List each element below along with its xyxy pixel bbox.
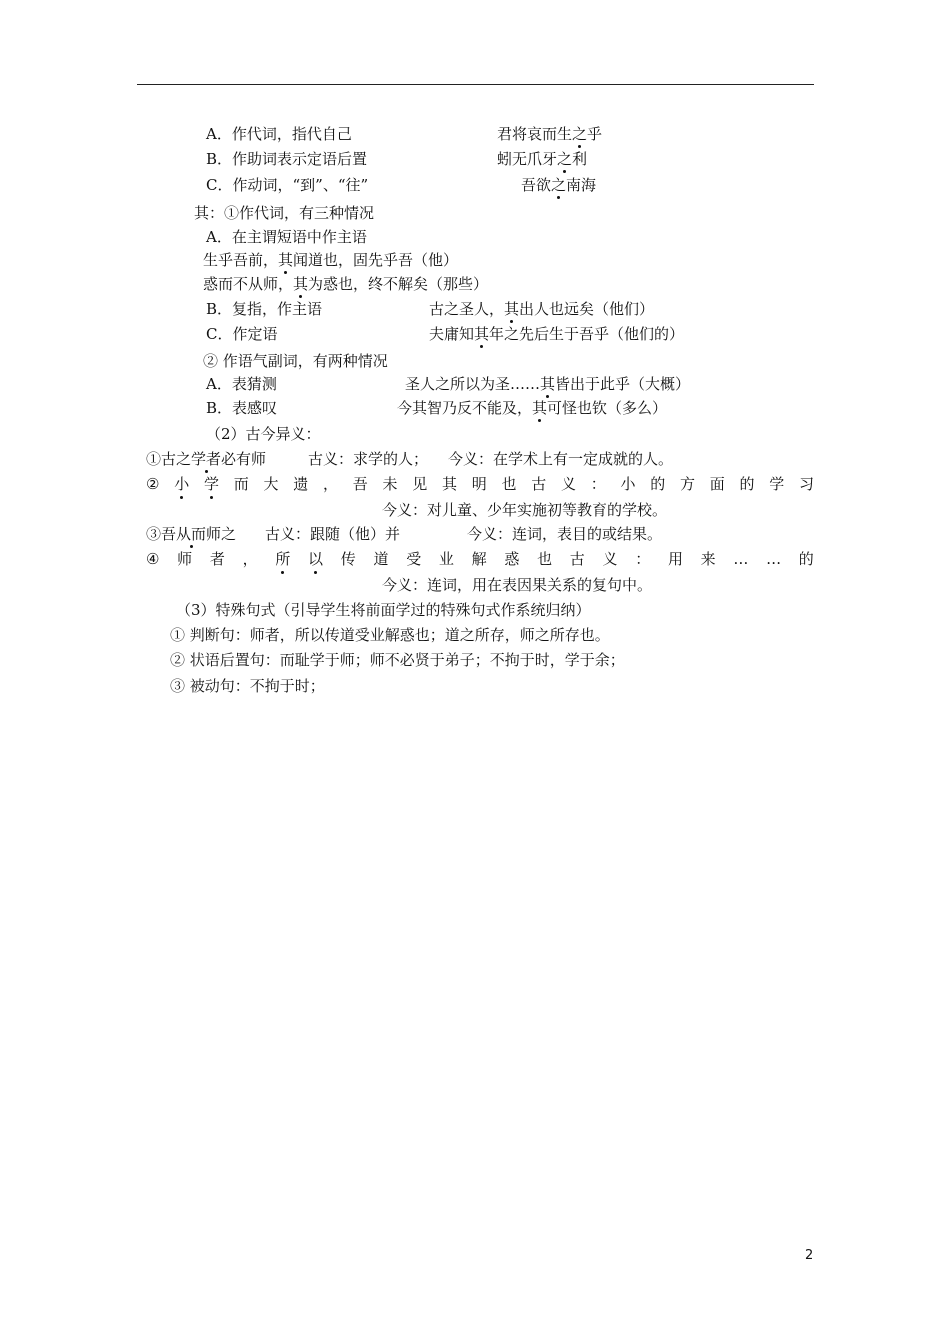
qi-a-label: A．在主谓短语中作主语 <box>206 228 367 246</box>
qi-mood-a-label: A．表猜测 <box>206 375 277 393</box>
gujin-item-2-char: 小 <box>174 475 190 493</box>
qi-b-example: 古之圣人，其出人也远矣（他们） <box>429 300 655 318</box>
gujin-item-4-char: 道 <box>373 550 389 568</box>
qi-a-example-2: 惑而不从师，其为惑也，终不解矣（那些） <box>203 275 489 293</box>
special-item-judgment: ① 判断句：师者，所以传道受业解惑也；道之所存，师之所存也。 <box>170 626 610 644</box>
gujin-item-2-char: 遗 <box>293 475 309 493</box>
gujin-item-2-char: 其 <box>441 475 457 493</box>
zhi-c-example: 吾欲之南海 <box>521 176 597 194</box>
gujin-item-4-char: 惑 <box>504 550 520 568</box>
gujin-item-2-char: ： <box>590 475 606 493</box>
gujin-item-1-old: 古义：求学的人； <box>308 450 429 468</box>
gujin-item-2-char: 未 <box>382 475 398 493</box>
special-heading: （3）特殊句式（引导学生将前面学过的特殊句式作系统归纳） <box>176 601 591 619</box>
qi-mood-a-example: 圣人之所以为圣……其皆出于此乎（大概） <box>405 375 691 393</box>
gujin-item-2-char: 古 <box>531 475 547 493</box>
gujin-item-4-char: 来 <box>700 550 716 568</box>
qi-heading: 其：①作代词，有三种情况 <box>194 204 375 222</box>
gujin-item-2-char: 的 <box>739 475 755 493</box>
gujin-item-4-char: 解 <box>471 550 487 568</box>
zhi-c-label: C．作动词，“到”、“往” <box>206 176 369 194</box>
gujin-item-2-char: 义 <box>560 475 576 493</box>
gujin-item-2-char: 小 <box>620 475 636 493</box>
gujin-item-4-line <box>146 549 814 569</box>
gujin-item-2-char: ② <box>146 475 160 493</box>
zhi-b-label: B．作助词表示定语后置 <box>206 150 368 168</box>
gujin-item-2-char: 方 <box>679 475 695 493</box>
gujin-item-2-char: 也 <box>501 475 517 493</box>
gujin-item-2-line <box>146 474 814 494</box>
gujin-item-4-new: 今义：连词，用在表因果关系的复句中。 <box>382 576 653 594</box>
qi-mood-b-label: B．表感叹 <box>206 399 278 417</box>
gujin-item-2-char: 习 <box>798 475 814 493</box>
gujin-item-4-char: 古 <box>569 550 585 568</box>
gujin-item-4-char: 的 <box>798 550 814 568</box>
gujin-item-4-char: … <box>733 550 749 568</box>
gujin-item-3-new: 今义：连词，表目的或结果。 <box>467 525 663 543</box>
zhi-b-example: 蚓无爪牙之利 <box>497 150 588 168</box>
special-item-adverbial: ② 状语后置句：而耻学于师；师不必贤于弟子；不拘于时，学于余； <box>170 651 625 669</box>
gujin-item-2-char: 见 <box>412 475 428 493</box>
gujin-item-2-char: 面 <box>709 475 725 493</box>
gujin-item-2-char: 的 <box>650 475 666 493</box>
gujin-item-4-char: 也 <box>537 550 553 568</box>
gujin-item-2-new: 今义：对儿童、少年实施初等教育的学校。 <box>382 501 668 519</box>
gujin-item-1-new: 今义：在学术上有一定成就的人。 <box>448 450 674 468</box>
gujin-item-3-phrase: ③吾从而师之 <box>146 525 237 543</box>
gujin-item-2-char: 学 <box>769 475 785 493</box>
gujin-item-1-phrase: ①古之学者必有师 <box>146 450 267 468</box>
gujin-item-4-char: 师 <box>177 550 193 568</box>
gujin-item-4-char: ④ <box>146 550 160 568</box>
gujin-item-4-char: … <box>766 550 782 568</box>
gujin-item-4-char: 受 <box>406 550 422 568</box>
gujin-item-2-char: 吾 <box>352 475 368 493</box>
gujin-item-3-old: 古义：跟随（他）并 <box>265 525 401 543</box>
page-number: 2 <box>805 1248 814 1263</box>
gujin-item-4-char: 者 <box>209 550 225 568</box>
gujin-item-4-char: ： <box>635 550 651 568</box>
gujin-item-4-char: 以 <box>308 550 324 568</box>
zhi-a-label: A．作代词，指代自己 <box>206 125 352 143</box>
gujin-item-2-char: 大 <box>263 475 279 493</box>
gujin-item-4-char: 义 <box>602 550 618 568</box>
gujin-item-4-char: 传 <box>340 550 356 568</box>
gujin-item-2-char: 明 <box>471 475 487 493</box>
qi-c-example: 夫庸知其年之先后生于吾乎（他们的） <box>429 325 685 343</box>
gujin-item-2-char: 而 <box>233 475 249 493</box>
header-rule <box>137 84 814 85</box>
special-item-passive: ③ 被动句：不拘于时； <box>170 677 325 695</box>
qi-b-label: B．复指，作主语 <box>206 300 323 318</box>
gujin-item-4-char: 所 <box>275 550 291 568</box>
gujin-item-4-char: ， <box>242 550 258 568</box>
gujin-item-4-char: 用 <box>667 550 683 568</box>
zhi-a-example: 君将哀而生之乎 <box>497 125 603 143</box>
gujin-item-2-char: 学 <box>203 475 219 493</box>
gujin-item-2-char: ， <box>322 475 338 493</box>
gujin-heading: （2）古今异义： <box>206 425 321 443</box>
qi-mood-heading: ② 作语气副词，有两种情况 <box>203 352 388 370</box>
qi-mood-b-example: 今其智乃反不能及，其可怪也钦（多么） <box>397 399 668 417</box>
qi-a-example-1: 生乎吾前，其闻道也，固先乎吾（他） <box>203 251 459 269</box>
qi-c-label: C．作定语 <box>206 325 278 343</box>
gujin-item-4-char: 业 <box>438 550 454 568</box>
